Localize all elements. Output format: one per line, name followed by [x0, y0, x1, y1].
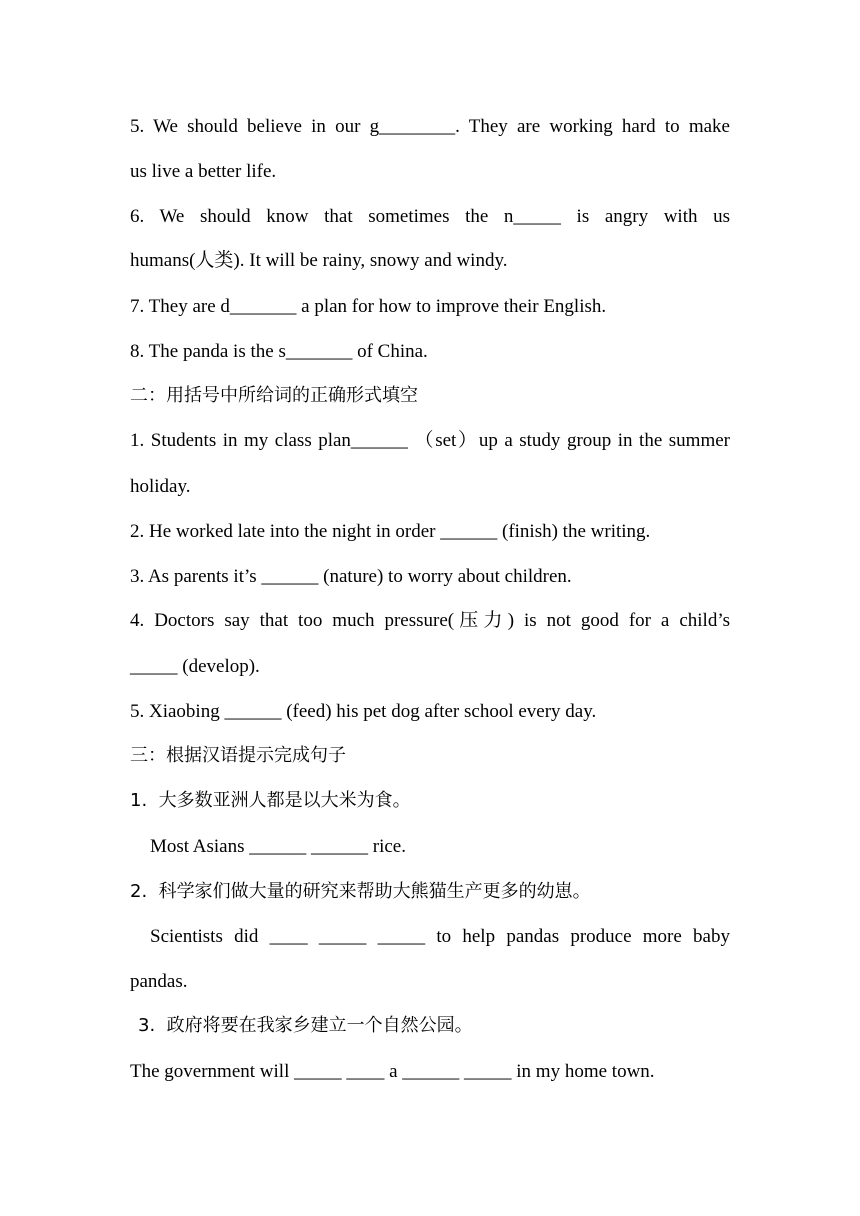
- sec2-q3: 3. As parents it’s ______ (nature) to worry about children.: [130, 566, 572, 587]
- sec1-q5-line1: 5. We should believe in our g________. They are working hard to make: [130, 116, 730, 137]
- sec1-q6-line1: 6. We should know that sometimes the n_____ is angry with us: [130, 206, 730, 227]
- sec1-q8: 8. The panda is the s_______ of China.: [130, 341, 428, 362]
- sec3-q1-english: Most Asians ______ ______ rice.: [150, 836, 406, 857]
- sec3-q2-chinese: 2. 科学家们做大量的研究来帮助大熊猫生产更多的幼崽。: [130, 881, 591, 902]
- sec2-q2: 2. He worked late into the night in order ______ (finish) the writing.: [130, 521, 651, 542]
- section-3-heading: 三：根据汉语提示完成句子: [130, 745, 346, 766]
- sec1-q6-line2: humans(人类). It will be rainy, snowy and windy.: [130, 250, 508, 271]
- sec3-q3-english: The government will _____ ____ a ______ _____ in my home town.: [130, 1061, 655, 1082]
- sec2-q1-line2: holiday.: [130, 476, 191, 497]
- section-2-heading: 二：用括号中所给词的正确形式填空: [130, 385, 418, 406]
- sec3-q3-chinese: 3. 政府将要在我家乡建立一个自然公园。: [138, 1015, 473, 1036]
- sec2-q4-line2: _____ (develop).: [130, 656, 260, 677]
- sec1-q5-line2: us live a better life.: [130, 161, 277, 182]
- sec3-q2-english-line2: pandas.: [130, 971, 188, 992]
- sec3-q1-chinese: 1. 大多数亚洲人都是以大米为食。: [130, 790, 411, 811]
- sec2-q4-line1: 4. Doctors say that too much pressure(压力) is not good for a child’s: [130, 610, 730, 631]
- sec2-q5: 5. Xiaobing ______ (feed) his pet dog after school every day.: [130, 701, 597, 722]
- sec3-q2-english-line1: Scientists did ____ _____ _____ to help pandas produce more baby: [150, 926, 730, 947]
- sec1-q7: 7. They are d_______ a plan for how to improve their English.: [130, 296, 607, 317]
- sec2-q1-line1: 1. Students in my class plan______ （set）up a study group in the summer: [130, 430, 730, 451]
